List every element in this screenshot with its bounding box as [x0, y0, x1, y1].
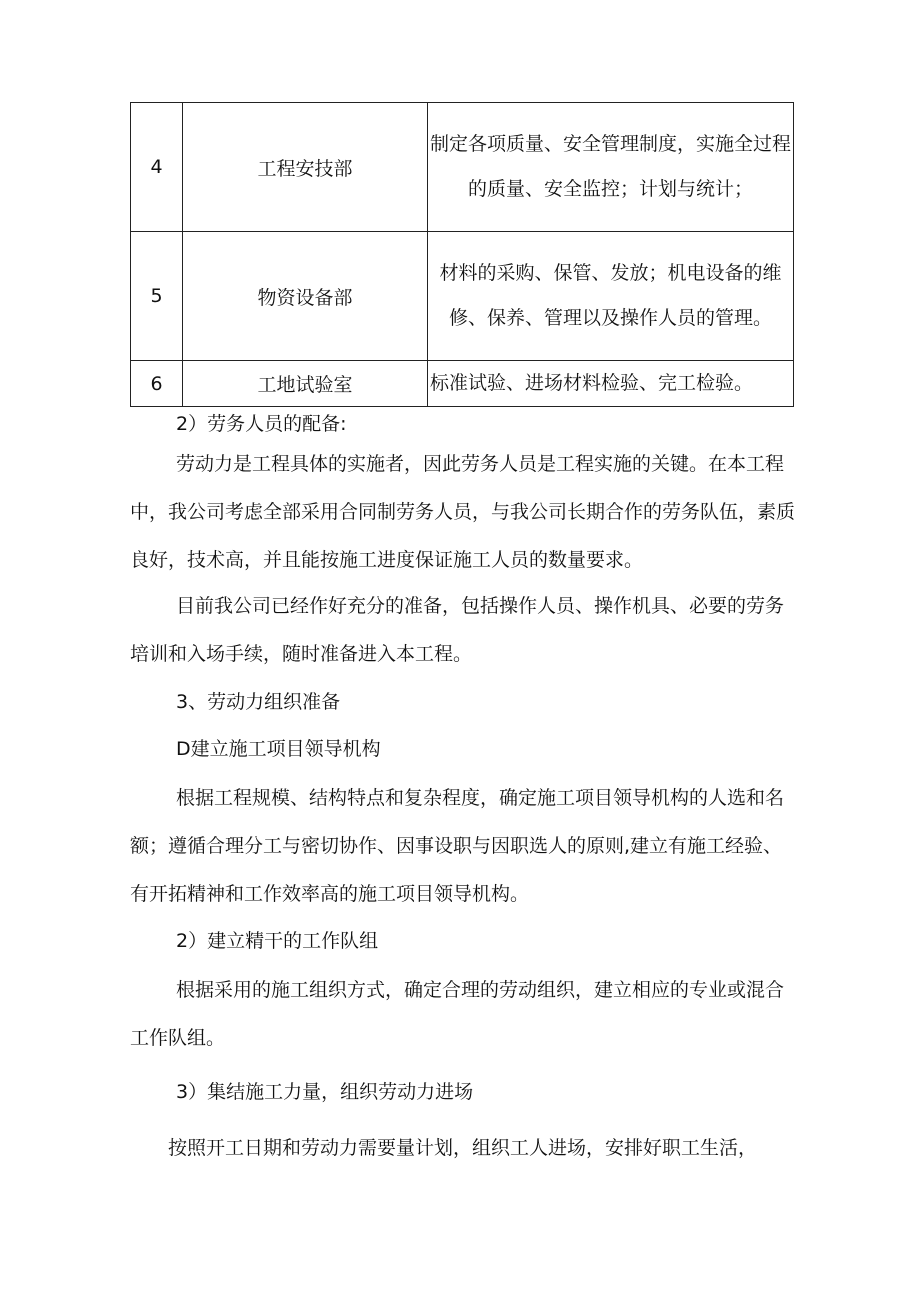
paragraph-gather: 按照开工日期和劳动力需要量计划，组织工人进场，安排好职工生活， — [168, 1137, 758, 1159]
department-name: 工地试验室 — [183, 361, 428, 407]
row-number: 4 — [131, 103, 183, 232]
department-name: 工程安技部 — [183, 103, 428, 232]
department-duty-table — [130, 102, 794, 407]
paragraph-team: 根据采用的施工组织方式，确定合理的劳动组织，建立相应的专业或混合工作队组。 — [130, 979, 785, 1049]
row-number: 6 — [131, 361, 183, 407]
paragraph-labor: 劳动力是工程具体的实施者，因此劳务人员是工程实施的关键。在本工程中，我公司考虑全部采用合同制劳务人员，与我公司长期合作的劳务队伍，素质良好，技术高，并且能按施工进度保证施工人员的数量要求。 — [130, 453, 796, 571]
row-number: 5 — [131, 232, 183, 361]
section-heading-prep: 3、劳动力组织准备 — [176, 691, 341, 713]
section-heading-labor: 2）劳务人员的配备: — [176, 413, 347, 435]
section-heading-leader: D建立施工项目领导机构 — [176, 738, 381, 760]
department-name: 物资设备部 — [183, 232, 428, 361]
table-row — [131, 103, 794, 232]
department-duty: 制定各项质量、安全管理制度，实施全过程的质量、安全监控；计划与统计； — [428, 103, 794, 232]
department-duty: 标准试验、进场材料检验、完工检验。 — [428, 361, 794, 407]
section-heading-team: 2）建立精干的工作队组 — [176, 930, 379, 952]
department-duty: 材料的采购、保管、发放；机电设备的维修、保养、管理以及操作人员的管理。 — [428, 232, 794, 361]
section-heading-gather: 3）集结施工力量，组织劳动力进场 — [176, 1081, 474, 1103]
paragraph-leader: 根据工程规模、结构特点和复杂程度，确定施工项目领导机构的人选和名额；遵循合理分工与密切协作、因事设职与因职选人的原则,建立有施工经验、有开拓精神和工作效率高的施工项目领导机构。 — [130, 787, 785, 905]
paragraph-ready: 目前我公司已经作好充分的准备，包括操作人员、操作机具、必要的劳务培训和入场手续，随时准备进入本工程。 — [130, 595, 785, 665]
table-row — [131, 232, 794, 361]
